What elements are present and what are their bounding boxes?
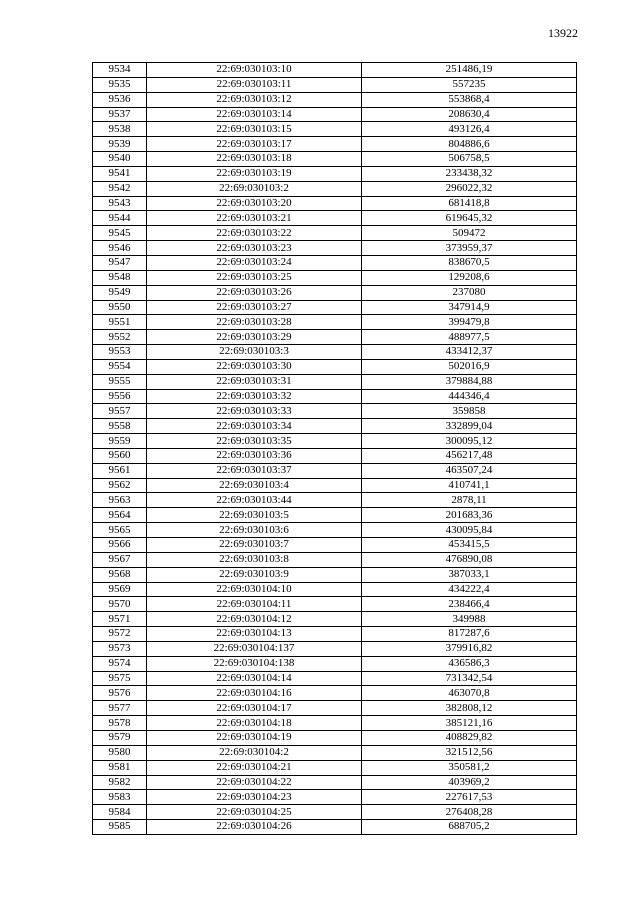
cadastral-number-cell: 22:69:030104:26 — [147, 820, 362, 835]
cadastral-number-cell: 22:69:030104:2 — [147, 745, 362, 760]
row-number-cell: 9534 — [93, 63, 147, 78]
table-body — [93, 63, 577, 835]
cadastral-number-cell: 22:69:030103:35 — [147, 434, 362, 449]
cadastral-number-cell: 22:69:030103:32 — [147, 389, 362, 404]
cadastral-number-cell: 22:69:030103:8 — [147, 552, 362, 567]
cadastral-number-cell: 22:69:030103:14 — [147, 107, 362, 122]
row-number-cell: 9580 — [93, 745, 147, 760]
value-cell: 332899,04 — [362, 419, 577, 434]
value-cell: 506758,5 — [362, 152, 577, 167]
cadastral-number-cell: 22:69:030104:21 — [147, 760, 362, 775]
cadastral-number-cell: 22:69:030104:25 — [147, 805, 362, 820]
table-row — [93, 701, 577, 716]
table-row — [93, 775, 577, 790]
data-table — [92, 62, 577, 835]
row-number-cell: 9582 — [93, 775, 147, 790]
row-number-cell: 9540 — [93, 152, 147, 167]
cadastral-number-cell: 22:69:030103:24 — [147, 255, 362, 270]
table-row — [93, 745, 577, 760]
cadastral-number-cell: 22:69:030104:10 — [147, 582, 362, 597]
cadastral-number-cell: 22:69:030104:138 — [147, 656, 362, 671]
value-cell: 408829,82 — [362, 730, 577, 745]
row-number-cell: 9542 — [93, 181, 147, 196]
table-row — [93, 63, 577, 78]
table-row — [93, 582, 577, 597]
value-cell: 296022,32 — [362, 181, 577, 196]
table-row — [93, 166, 577, 181]
table-row — [93, 315, 577, 330]
row-number-cell: 9536 — [93, 92, 147, 107]
cadastral-number-cell: 22:69:030103:30 — [147, 359, 362, 374]
row-number-cell: 9553 — [93, 345, 147, 360]
value-cell: 502016,9 — [362, 359, 577, 374]
row-number-cell: 9546 — [93, 241, 147, 256]
row-number-cell: 9562 — [93, 478, 147, 493]
cadastral-number-cell: 22:69:030103:22 — [147, 226, 362, 241]
value-cell: 379916,82 — [362, 641, 577, 656]
value-cell: 817287,6 — [362, 627, 577, 642]
value-cell: 201683,36 — [362, 508, 577, 523]
cadastral-number-cell: 22:69:030104:17 — [147, 701, 362, 716]
row-number-cell: 9541 — [93, 166, 147, 181]
value-cell: 731342,54 — [362, 671, 577, 686]
row-number-cell: 9567 — [93, 552, 147, 567]
cadastral-number-cell: 22:69:030104:22 — [147, 775, 362, 790]
cadastral-number-cell: 22:69:030103:26 — [147, 285, 362, 300]
value-cell: 688705,2 — [362, 820, 577, 835]
row-number-cell: 9560 — [93, 448, 147, 463]
table-row — [93, 122, 577, 137]
cadastral-number-cell: 22:69:030103:7 — [147, 538, 362, 553]
row-number-cell: 9539 — [93, 137, 147, 152]
table-row — [93, 211, 577, 226]
value-cell: 463070,8 — [362, 686, 577, 701]
row-number-cell: 9563 — [93, 493, 147, 508]
cadastral-number-cell: 22:69:030103:5 — [147, 508, 362, 523]
row-number-cell: 9552 — [93, 330, 147, 345]
table-row — [93, 508, 577, 523]
table-row — [93, 270, 577, 285]
table-row — [93, 419, 577, 434]
value-cell: 433412,37 — [362, 345, 577, 360]
cadastral-number-cell: 22:69:030103:27 — [147, 300, 362, 315]
cadastral-number-cell: 22:69:030103:21 — [147, 211, 362, 226]
table-row — [93, 374, 577, 389]
cadastral-number-cell: 22:69:030103:10 — [147, 63, 362, 78]
table-row — [93, 552, 577, 567]
value-cell: 456217,48 — [362, 448, 577, 463]
value-cell: 434222,4 — [362, 582, 577, 597]
cadastral-number-cell: 22:69:030104:11 — [147, 597, 362, 612]
row-number-cell: 9583 — [93, 790, 147, 805]
row-number-cell: 9571 — [93, 612, 147, 627]
row-number-cell: 9558 — [93, 419, 147, 434]
value-cell: 681418,8 — [362, 196, 577, 211]
value-cell: 488977,5 — [362, 330, 577, 345]
cadastral-number-cell: 22:69:030104:14 — [147, 671, 362, 686]
row-number-cell: 9556 — [93, 389, 147, 404]
cadastral-number-cell: 22:69:030103:33 — [147, 404, 362, 419]
value-cell: 557235 — [362, 77, 577, 92]
table-row — [93, 790, 577, 805]
table-row — [93, 597, 577, 612]
cadastral-number-cell: 22:69:030103:11 — [147, 77, 362, 92]
value-cell: 2878,11 — [362, 493, 577, 508]
row-number-cell: 9569 — [93, 582, 147, 597]
row-number-cell: 9557 — [93, 404, 147, 419]
row-number-cell: 9572 — [93, 627, 147, 642]
table-row — [93, 137, 577, 152]
table-row — [93, 77, 577, 92]
row-number-cell: 9554 — [93, 359, 147, 374]
row-number-cell: 9579 — [93, 730, 147, 745]
table-row — [93, 716, 577, 731]
row-number-cell: 9574 — [93, 656, 147, 671]
table-row — [93, 448, 577, 463]
row-number-cell: 9544 — [93, 211, 147, 226]
cadastral-number-cell: 22:69:030103:29 — [147, 330, 362, 345]
value-cell: 493126,4 — [362, 122, 577, 137]
row-number-cell: 9550 — [93, 300, 147, 315]
value-cell: 238466,4 — [362, 597, 577, 612]
value-cell: 227617,53 — [362, 790, 577, 805]
table-row — [93, 330, 577, 345]
cadastral-number-cell: 22:69:030103:34 — [147, 419, 362, 434]
table-row — [93, 567, 577, 582]
cadastral-number-cell: 22:69:030104:13 — [147, 627, 362, 642]
value-cell: 387033,1 — [362, 567, 577, 582]
value-cell: 208630,4 — [362, 107, 577, 122]
value-cell: 347914,9 — [362, 300, 577, 315]
row-number-cell: 9537 — [93, 107, 147, 122]
cadastral-number-cell: 22:69:030103:9 — [147, 567, 362, 582]
row-number-cell: 9547 — [93, 255, 147, 270]
value-cell: 276408,28 — [362, 805, 577, 820]
row-number-cell: 9548 — [93, 270, 147, 285]
cadastral-number-cell: 22:69:030104:16 — [147, 686, 362, 701]
cadastral-number-cell: 22:69:030103:4 — [147, 478, 362, 493]
table-row — [93, 656, 577, 671]
value-cell: 382808,12 — [362, 701, 577, 716]
cadastral-number-cell: 22:69:030103:3 — [147, 345, 362, 360]
row-number-cell: 9573 — [93, 641, 147, 656]
row-number-cell: 9564 — [93, 508, 147, 523]
table-row — [93, 404, 577, 419]
cadastral-number-cell: 22:69:030103:23 — [147, 241, 362, 256]
cadastral-number-cell: 22:69:030103:37 — [147, 463, 362, 478]
table-row — [93, 255, 577, 270]
value-cell: 444346,4 — [362, 389, 577, 404]
table-row — [93, 730, 577, 745]
table-row — [93, 389, 577, 404]
cadastral-number-cell: 22:69:030104:19 — [147, 730, 362, 745]
value-cell: 553868,4 — [362, 92, 577, 107]
table-row — [93, 641, 577, 656]
value-cell: 430095,84 — [362, 523, 577, 538]
table-row — [93, 434, 577, 449]
table-row — [93, 820, 577, 835]
table-row — [93, 359, 577, 374]
cadastral-number-cell: 22:69:030103:6 — [147, 523, 362, 538]
row-number-cell: 9576 — [93, 686, 147, 701]
cadastral-number-cell: 22:69:030103:28 — [147, 315, 362, 330]
row-number-cell: 9570 — [93, 597, 147, 612]
value-cell: 237080 — [362, 285, 577, 300]
table-row — [93, 627, 577, 642]
row-number-cell: 9549 — [93, 285, 147, 300]
value-cell: 233438,32 — [362, 166, 577, 181]
table-row — [93, 226, 577, 241]
value-cell: 453415,5 — [362, 538, 577, 553]
row-number-cell: 9584 — [93, 805, 147, 820]
cadastral-number-cell: 22:69:030103:18 — [147, 152, 362, 167]
table-row — [93, 538, 577, 553]
table-row — [93, 92, 577, 107]
value-cell: 403969,2 — [362, 775, 577, 790]
value-cell: 410741,1 — [362, 478, 577, 493]
cadastral-number-cell: 22:69:030104:23 — [147, 790, 362, 805]
row-number-cell: 9575 — [93, 671, 147, 686]
value-cell: 379884,88 — [362, 374, 577, 389]
value-cell: 436586,3 — [362, 656, 577, 671]
cadastral-number-cell: 22:69:030103:20 — [147, 196, 362, 211]
cadastral-number-cell: 22:69:030103:31 — [147, 374, 362, 389]
value-cell: 349988 — [362, 612, 577, 627]
value-cell: 350581,2 — [362, 760, 577, 775]
cadastral-number-cell: 22:69:030103:19 — [147, 166, 362, 181]
value-cell: 129208,6 — [362, 270, 577, 285]
value-cell: 476890,08 — [362, 552, 577, 567]
cadastral-number-cell: 22:69:030103:2 — [147, 181, 362, 196]
cadastral-number-cell: 22:69:030103:36 — [147, 448, 362, 463]
cadastral-number-cell: 22:69:030104:18 — [147, 716, 362, 731]
table-row — [93, 181, 577, 196]
table-row — [93, 241, 577, 256]
table-row — [93, 671, 577, 686]
table-row — [93, 285, 577, 300]
row-number-cell: 9543 — [93, 196, 147, 211]
value-cell: 804886,6 — [362, 137, 577, 152]
table-row — [93, 478, 577, 493]
value-cell: 251486,19 — [362, 63, 577, 78]
row-number-cell: 9535 — [93, 77, 147, 92]
cadastral-number-cell: 22:69:030103:25 — [147, 270, 362, 285]
table-row — [93, 805, 577, 820]
table-row — [93, 345, 577, 360]
value-cell: 385121,16 — [362, 716, 577, 731]
table-row — [93, 760, 577, 775]
cadastral-number-cell: 22:69:030103:44 — [147, 493, 362, 508]
table-row — [93, 107, 577, 122]
row-number-cell: 9585 — [93, 820, 147, 835]
row-number-cell: 9566 — [93, 538, 147, 553]
table-row — [93, 152, 577, 167]
cadastral-number-cell: 22:69:030104:137 — [147, 641, 362, 656]
value-cell: 463507,24 — [362, 463, 577, 478]
value-cell: 321512,56 — [362, 745, 577, 760]
page-number: 13922 — [548, 26, 578, 40]
cadastral-number-cell: 22:69:030103:15 — [147, 122, 362, 137]
row-number-cell: 9545 — [93, 226, 147, 241]
table-row — [93, 493, 577, 508]
table-row — [93, 612, 577, 627]
table-row — [93, 686, 577, 701]
row-number-cell: 9555 — [93, 374, 147, 389]
row-number-cell: 9551 — [93, 315, 147, 330]
row-number-cell: 9565 — [93, 523, 147, 538]
table-row — [93, 300, 577, 315]
value-cell: 399479,8 — [362, 315, 577, 330]
table-row — [93, 196, 577, 211]
value-cell: 359858 — [362, 404, 577, 419]
cadastral-number-cell: 22:69:030104:12 — [147, 612, 362, 627]
value-cell: 373959,37 — [362, 241, 577, 256]
row-number-cell: 9581 — [93, 760, 147, 775]
row-number-cell: 9559 — [93, 434, 147, 449]
cadastral-number-cell: 22:69:030103:17 — [147, 137, 362, 152]
row-number-cell: 9561 — [93, 463, 147, 478]
row-number-cell: 9538 — [93, 122, 147, 137]
row-number-cell: 9577 — [93, 701, 147, 716]
table-row — [93, 523, 577, 538]
value-cell: 619645,32 — [362, 211, 577, 226]
value-cell: 838670,5 — [362, 255, 577, 270]
value-cell: 300095,12 — [362, 434, 577, 449]
row-number-cell: 9568 — [93, 567, 147, 582]
table-row — [93, 463, 577, 478]
value-cell: 509472 — [362, 226, 577, 241]
cadastral-number-cell: 22:69:030103:12 — [147, 92, 362, 107]
row-number-cell: 9578 — [93, 716, 147, 731]
